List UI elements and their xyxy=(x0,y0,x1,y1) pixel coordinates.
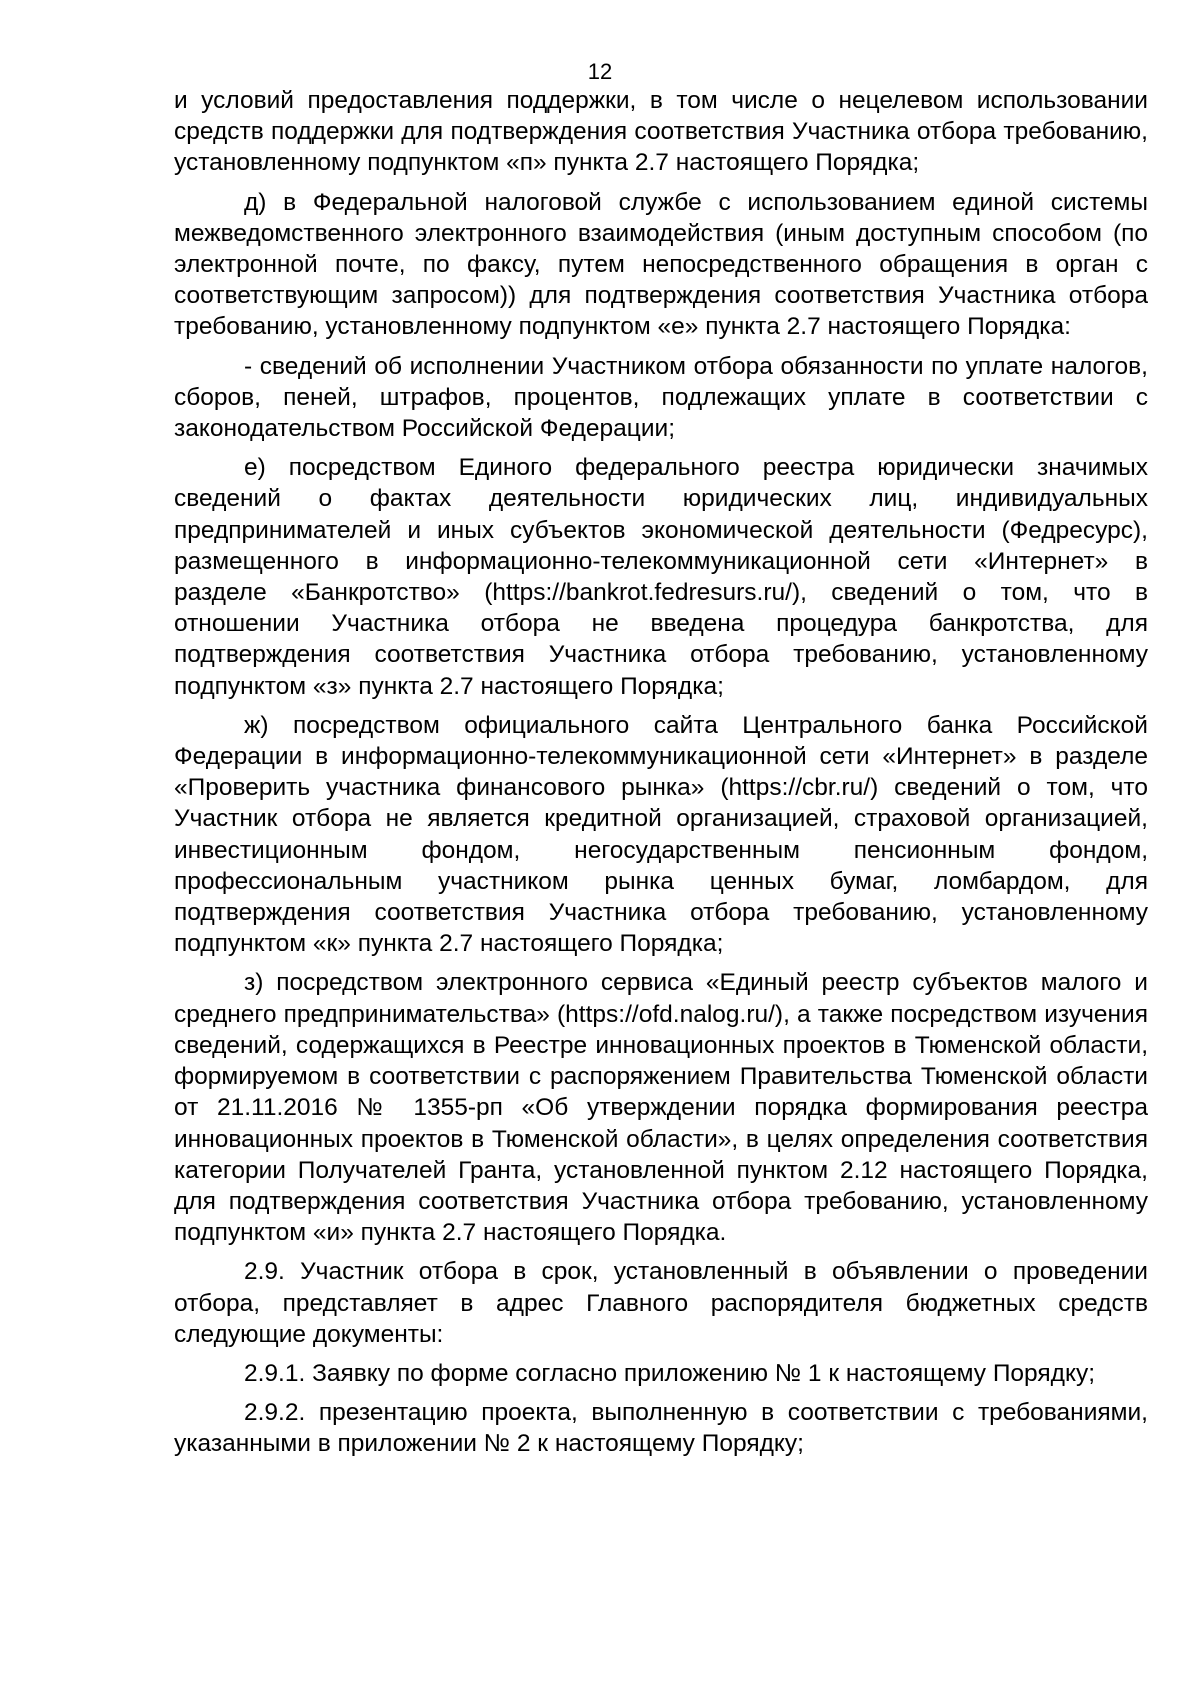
paragraph-2-9-2: 2.9.2. презентацию проекта, выполненную в соответствии с требованиями, указанными в приложении № 2 к настоящему Порядку; xyxy=(174,1399,1148,1458)
paragraph-item-e: е) посредством Единого федерального реестра юридически значимых сведений о фактах деятельности юридических лиц, индивидуальных предпринимателей и иных субъектов экономической деятельности (Федресурс), размещенного в информационно-телекоммуникационной сети «Интернет» в разделе «Банкротство» (https://bankrot.fedresurs.ru/), сведений о том, что в отношении Участника отбора не введена процедура банкротства, для подтверждения соответствия Участника отбора требованию, установленному подпунктом «з» пункта 2.7 настоящего Порядка; xyxy=(174,454,1148,700)
paragraph-item-z: з) посредством электронного сервиса «Единый реестр субъектов малого и среднего предпринимательства» (https://ofd.nalog.ru/), а также посредством изучения сведений, содержащихся в Реестре инновационных проектов в Тюменской области, формируемом в соответствии с распоряжением Правительства Тюменской области от 21.11.2016 № 1355-рп «Об утверждении порядка формирования реестра инновационных проектов в Тюменской области», в целях определения соответствия категории Получателей Гранта, установленной пунктом 2.12 настоящего Порядка, для подтверждения соответствия Участника отбора требованию, установленному подпунктом «и» пункта 2.7 настоящего Порядка. xyxy=(174,969,1148,1247)
page-number: 12 xyxy=(587,59,613,84)
paragraph-continuation: и условий предоставления поддержки, в том числе о нецелевом использовании средств поддержки для подтверждения соответствия Участника отбора требованию, установленному подпунктом «п» пункта 2.7 настоящего Порядка; xyxy=(174,87,1148,177)
paragraph-2-9: 2.9. Участник отбора в срок, установленный в объявлении о проведении отбора, представляет в адрес Главного распорядителя бюджетных средств следующие документы: xyxy=(174,1258,1148,1348)
paragraph-item-zh: ж) посредством официального сайта Центрального банка Российской Федерации в информационно-телекоммуникационной сети «Интернет» в разделе «Проверить участника финансового рынка» (https://cbr.ru/) сведений о том, что Участник отбора не является кредитной организацией, страховой организацией, инвестиционным фондом, негосударственным пенсионным фондом, профессиональным участником рынка ценных бумаг, ломбардом, для подтверждения соответствия Участника отбора требованию, установленному подпунктом «к» пункта 2.7 настоящего Порядка; xyxy=(174,711,1148,958)
document-body xyxy=(174,85,1148,1468)
paragraph-2-9-1: 2.9.1. Заявку по форме согласно приложению № 1 к настоящему Порядку; xyxy=(244,1359,1096,1387)
paragraph-taxes-info: - сведений об исполнении Участником отбора обязанности по уплате налогов, сборов, пеней, штрафов, процентов, подлежащих уплате в соответствии с законодательством Российской Федерации; xyxy=(174,352,1148,443)
paragraph-item-d: д) в Федеральной налоговой службе с использованием единой системы межведомственного электронного взаимодействия (иным доступным способом (по электронной почте, по факсу, путем непосредственного обращения в орган с соответствующим запросом)) для подтверждения соответствия Участника отбора требованию, установленному подпунктом «е» пункта 2.7 настоящего Порядка: xyxy=(174,188,1148,341)
